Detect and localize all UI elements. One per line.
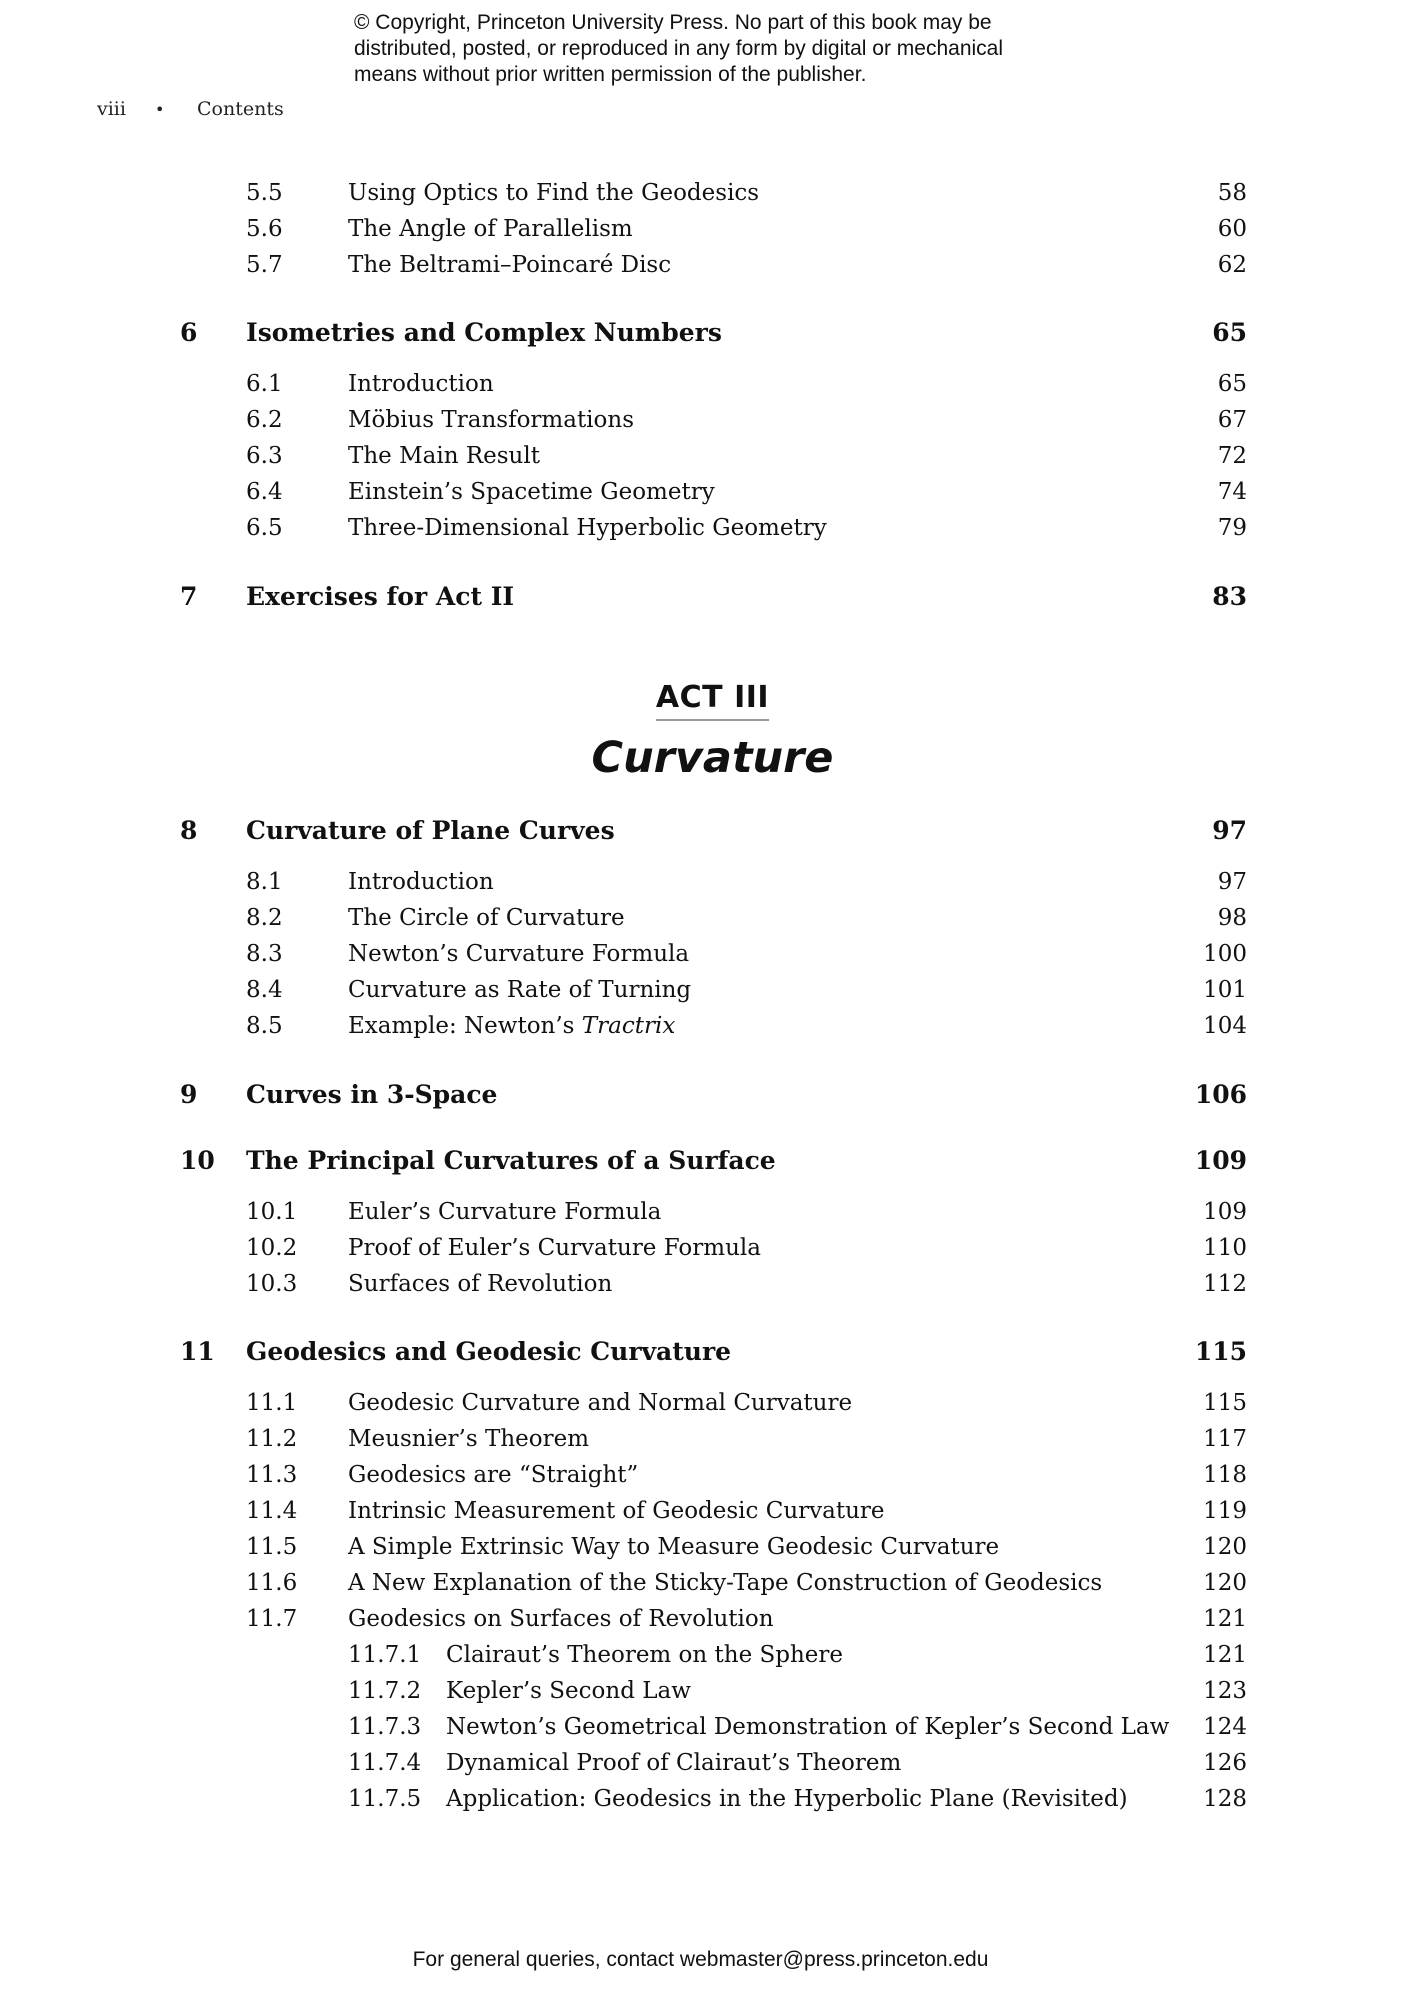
section-number: 11.2	[246, 1426, 298, 1452]
toc-chapter[interactable]	[0, 1337, 1401, 1367]
section-title: A Simple Extrinsic Way to Measure Geodesic Curvature	[348, 1534, 1000, 1560]
toc-subentry[interactable]	[0, 1642, 1401, 1672]
page-ref: 112	[1203, 1271, 1247, 1297]
toc-entry[interactable]	[0, 371, 1401, 401]
toc-entry[interactable]	[0, 1199, 1401, 1229]
subsection-title: Clairaut’s Theorem on the Sphere	[446, 1642, 844, 1668]
page-ref: 74	[1217, 479, 1247, 505]
running-head	[97, 98, 284, 120]
page-ref: 104	[1203, 1013, 1247, 1039]
section-title: Euler’s Curvature Formula	[348, 1199, 662, 1225]
toc-entry[interactable]	[0, 1390, 1401, 1420]
section-title: Proof of Euler’s Curvature Formula	[348, 1235, 761, 1261]
section-number: 10.1	[246, 1199, 298, 1225]
section-number: 8.2	[246, 905, 283, 931]
section-title: Using Optics to Find the Geodesics	[348, 180, 760, 206]
copyright-line: means without prior written permission of the publisher.	[354, 63, 867, 86]
page-ref: 119	[1203, 1498, 1247, 1524]
running-head-section: Contents	[197, 98, 284, 120]
page-ref: 101	[1203, 977, 1247, 1003]
section-title: Surfaces of Revolution	[348, 1271, 613, 1297]
toc-entry[interactable]	[0, 869, 1401, 899]
copyright-line: distributed, posted, or reproduced in any form by digital or mechanical	[354, 37, 1004, 60]
toc-subentry[interactable]	[0, 1750, 1401, 1780]
section-number: 5.7	[246, 252, 283, 278]
page-ref: 100	[1203, 941, 1247, 967]
section-number: 6.5	[246, 515, 283, 541]
subsection-title: Kepler’s Second Law	[446, 1678, 691, 1704]
section-title: The Main Result	[348, 443, 540, 469]
subsection-number: 11.7.4	[348, 1750, 422, 1776]
toc-chapter[interactable]	[0, 816, 1401, 846]
page-number: viii	[97, 98, 126, 120]
page-ref: 65	[1212, 318, 1247, 347]
toc-subentry[interactable]	[0, 1786, 1401, 1816]
chapter-title: Isometries and Complex Numbers	[246, 318, 722, 347]
section-number: 10.2	[246, 1235, 298, 1261]
page-ref: 72	[1217, 443, 1247, 469]
toc-entry[interactable]	[0, 905, 1401, 935]
page-ref: 120	[1203, 1570, 1247, 1596]
section-number: 8.1	[246, 869, 283, 895]
page-ref: 126	[1203, 1750, 1247, 1776]
section-title: Geodesics are “Straight”	[348, 1462, 639, 1488]
section-title-italic: Tractrix	[581, 1013, 676, 1039]
section-title: Introduction	[348, 869, 494, 895]
toc-subentry[interactable]	[0, 1714, 1401, 1744]
subsection-number: 11.7.1	[348, 1642, 422, 1668]
section-number: 11.5	[246, 1534, 298, 1560]
toc-subentry[interactable]	[0, 1678, 1401, 1708]
toc-entry[interactable]	[0, 1235, 1401, 1265]
section-title: Intrinsic Measurement of Geodesic Curvature	[348, 1498, 885, 1524]
toc-entry[interactable]	[0, 1606, 1401, 1636]
section-number: 5.6	[246, 216, 283, 242]
section-number: 11.7	[246, 1606, 298, 1632]
toc-chapter[interactable]	[0, 318, 1401, 348]
section-number: 8.4	[246, 977, 283, 1003]
chapter-number: 7	[180, 582, 198, 611]
act-label	[0, 680, 1401, 721]
section-title: Introduction	[348, 371, 494, 397]
toc-entry[interactable]	[0, 1426, 1401, 1456]
chapter-title: Exercises for Act II	[246, 582, 515, 611]
page-ref: 120	[1203, 1534, 1247, 1560]
footer-contact: For general queries, contact webmaster@press.princeton.edu	[412, 1948, 989, 1971]
toc-chapter[interactable]	[0, 582, 1401, 612]
section-number: 11.3	[246, 1462, 298, 1488]
subsection-title: Application: Geodesics in the Hyperbolic Plane (Revisited)	[446, 1786, 1128, 1812]
toc-entry[interactable]	[0, 977, 1401, 1007]
chapter-number: 9	[180, 1080, 198, 1109]
section-number: 8.3	[246, 941, 283, 967]
section-title: Three-Dimensional Hyperbolic Geometry	[348, 515, 827, 541]
chapter-title: Curves in 3-Space	[246, 1080, 498, 1109]
section-number: 6.3	[246, 443, 283, 469]
page-ref: 128	[1203, 1786, 1247, 1812]
toc-chapter[interactable]	[0, 1146, 1401, 1176]
toc-entry[interactable]	[0, 407, 1401, 437]
chapter-number: 8	[180, 816, 198, 845]
page-ref: 65	[1217, 371, 1247, 397]
page-ref: 97	[1217, 869, 1247, 895]
toc-entry[interactable]	[0, 1013, 1401, 1043]
chapter-title: The Principal Curvatures of a Surface	[246, 1146, 776, 1175]
section-number: 11.1	[246, 1390, 298, 1416]
page-ref: 109	[1203, 1199, 1247, 1225]
page-ref: 106	[1194, 1080, 1247, 1109]
section-number: 6.1	[246, 371, 283, 397]
page-ref: 109	[1194, 1146, 1247, 1175]
section-title: Newton’s Curvature Formula	[348, 941, 690, 967]
page-ref: 97	[1212, 816, 1247, 845]
copyright-line: © Copyright, Princeton University Press. No part of this book may be	[354, 11, 992, 34]
page-ref: 60	[1217, 216, 1247, 242]
section-title	[348, 1013, 675, 1039]
chapter-number: 11	[180, 1337, 215, 1366]
section-title: Meusnier’s Theorem	[348, 1426, 590, 1452]
page-ref: 58	[1217, 180, 1247, 206]
toc-entry[interactable]	[0, 1271, 1401, 1301]
chapter-title: Geodesics and Geodesic Curvature	[246, 1337, 732, 1366]
page-ref: 83	[1212, 582, 1247, 611]
section-title: The Angle of Parallelism	[348, 216, 633, 242]
section-title-text: Example: Newton’s	[348, 1013, 582, 1039]
section-title: The Beltrami–Poincaré Disc	[348, 252, 672, 278]
toc-entry[interactable]	[0, 216, 1401, 246]
chapter-number: 6	[180, 318, 198, 347]
page-ref: 117	[1203, 1426, 1247, 1452]
section-title: A New Explanation of the Sticky-Tape Construction of Geodesics	[348, 1570, 1103, 1596]
section-number: 11.4	[246, 1498, 298, 1524]
section-number: 5.5	[246, 180, 283, 206]
act-label-text: ACT III	[656, 680, 769, 721]
bullet-separator: •	[155, 100, 165, 119]
toc-entry[interactable]	[0, 252, 1401, 282]
page-ref: 110	[1203, 1235, 1247, 1261]
page-ref: 121	[1203, 1642, 1247, 1668]
copyright-notice	[354, 10, 1114, 88]
page-ref: 62	[1217, 252, 1247, 278]
page-ref: 115	[1203, 1390, 1247, 1416]
section-title: Einstein’s Spacetime Geometry	[348, 479, 715, 505]
section-title: Geodesics on Surfaces of Revolution	[348, 1606, 774, 1632]
toc-entry[interactable]	[0, 180, 1401, 210]
page-ref: 121	[1203, 1606, 1247, 1632]
page-ref: 124	[1203, 1714, 1247, 1740]
subsection-number: 11.7.5	[348, 1786, 422, 1812]
toc-entry[interactable]	[0, 1498, 1401, 1528]
section-number: 6.4	[246, 479, 283, 505]
act-title: Curvature	[591, 733, 834, 783]
toc-chapter[interactable]	[0, 1080, 1401, 1110]
subsection-title: Dynamical Proof of Clairaut’s Theorem	[446, 1750, 902, 1776]
chapter-title: Curvature of Plane Curves	[246, 816, 615, 845]
subsection-number: 11.7.2	[348, 1678, 422, 1704]
toc-entry[interactable]	[0, 1462, 1401, 1492]
subsection-title: Newton’s Geometrical Demonstration of Kepler’s Second Law	[446, 1714, 1170, 1740]
toc-entry[interactable]	[0, 515, 1401, 545]
page-ref: 67	[1217, 407, 1247, 433]
section-title: The Circle of Curvature	[348, 905, 625, 931]
section-title: Geodesic Curvature and Normal Curvature	[348, 1390, 853, 1416]
toc-entry[interactable]	[0, 479, 1401, 509]
toc-entry[interactable]	[0, 1534, 1401, 1564]
page-ref: 115	[1194, 1337, 1247, 1366]
subsection-number: 11.7.3	[348, 1714, 422, 1740]
page-ref: 98	[1217, 905, 1247, 931]
toc-entry[interactable]	[0, 1570, 1401, 1600]
section-number: 10.3	[246, 1271, 298, 1297]
section-number: 8.5	[246, 1013, 283, 1039]
page-ref: 79	[1217, 515, 1247, 541]
chapter-number: 10	[180, 1146, 215, 1175]
section-title: Möbius Transformations	[348, 407, 635, 433]
toc-entry[interactable]	[0, 443, 1401, 473]
section-title: Curvature as Rate of Turning	[348, 977, 692, 1003]
toc-entry[interactable]	[0, 941, 1401, 971]
page-ref: 118	[1203, 1462, 1247, 1488]
section-number: 11.6	[246, 1570, 298, 1596]
section-number: 6.2	[246, 407, 283, 433]
page-ref: 123	[1203, 1678, 1247, 1704]
